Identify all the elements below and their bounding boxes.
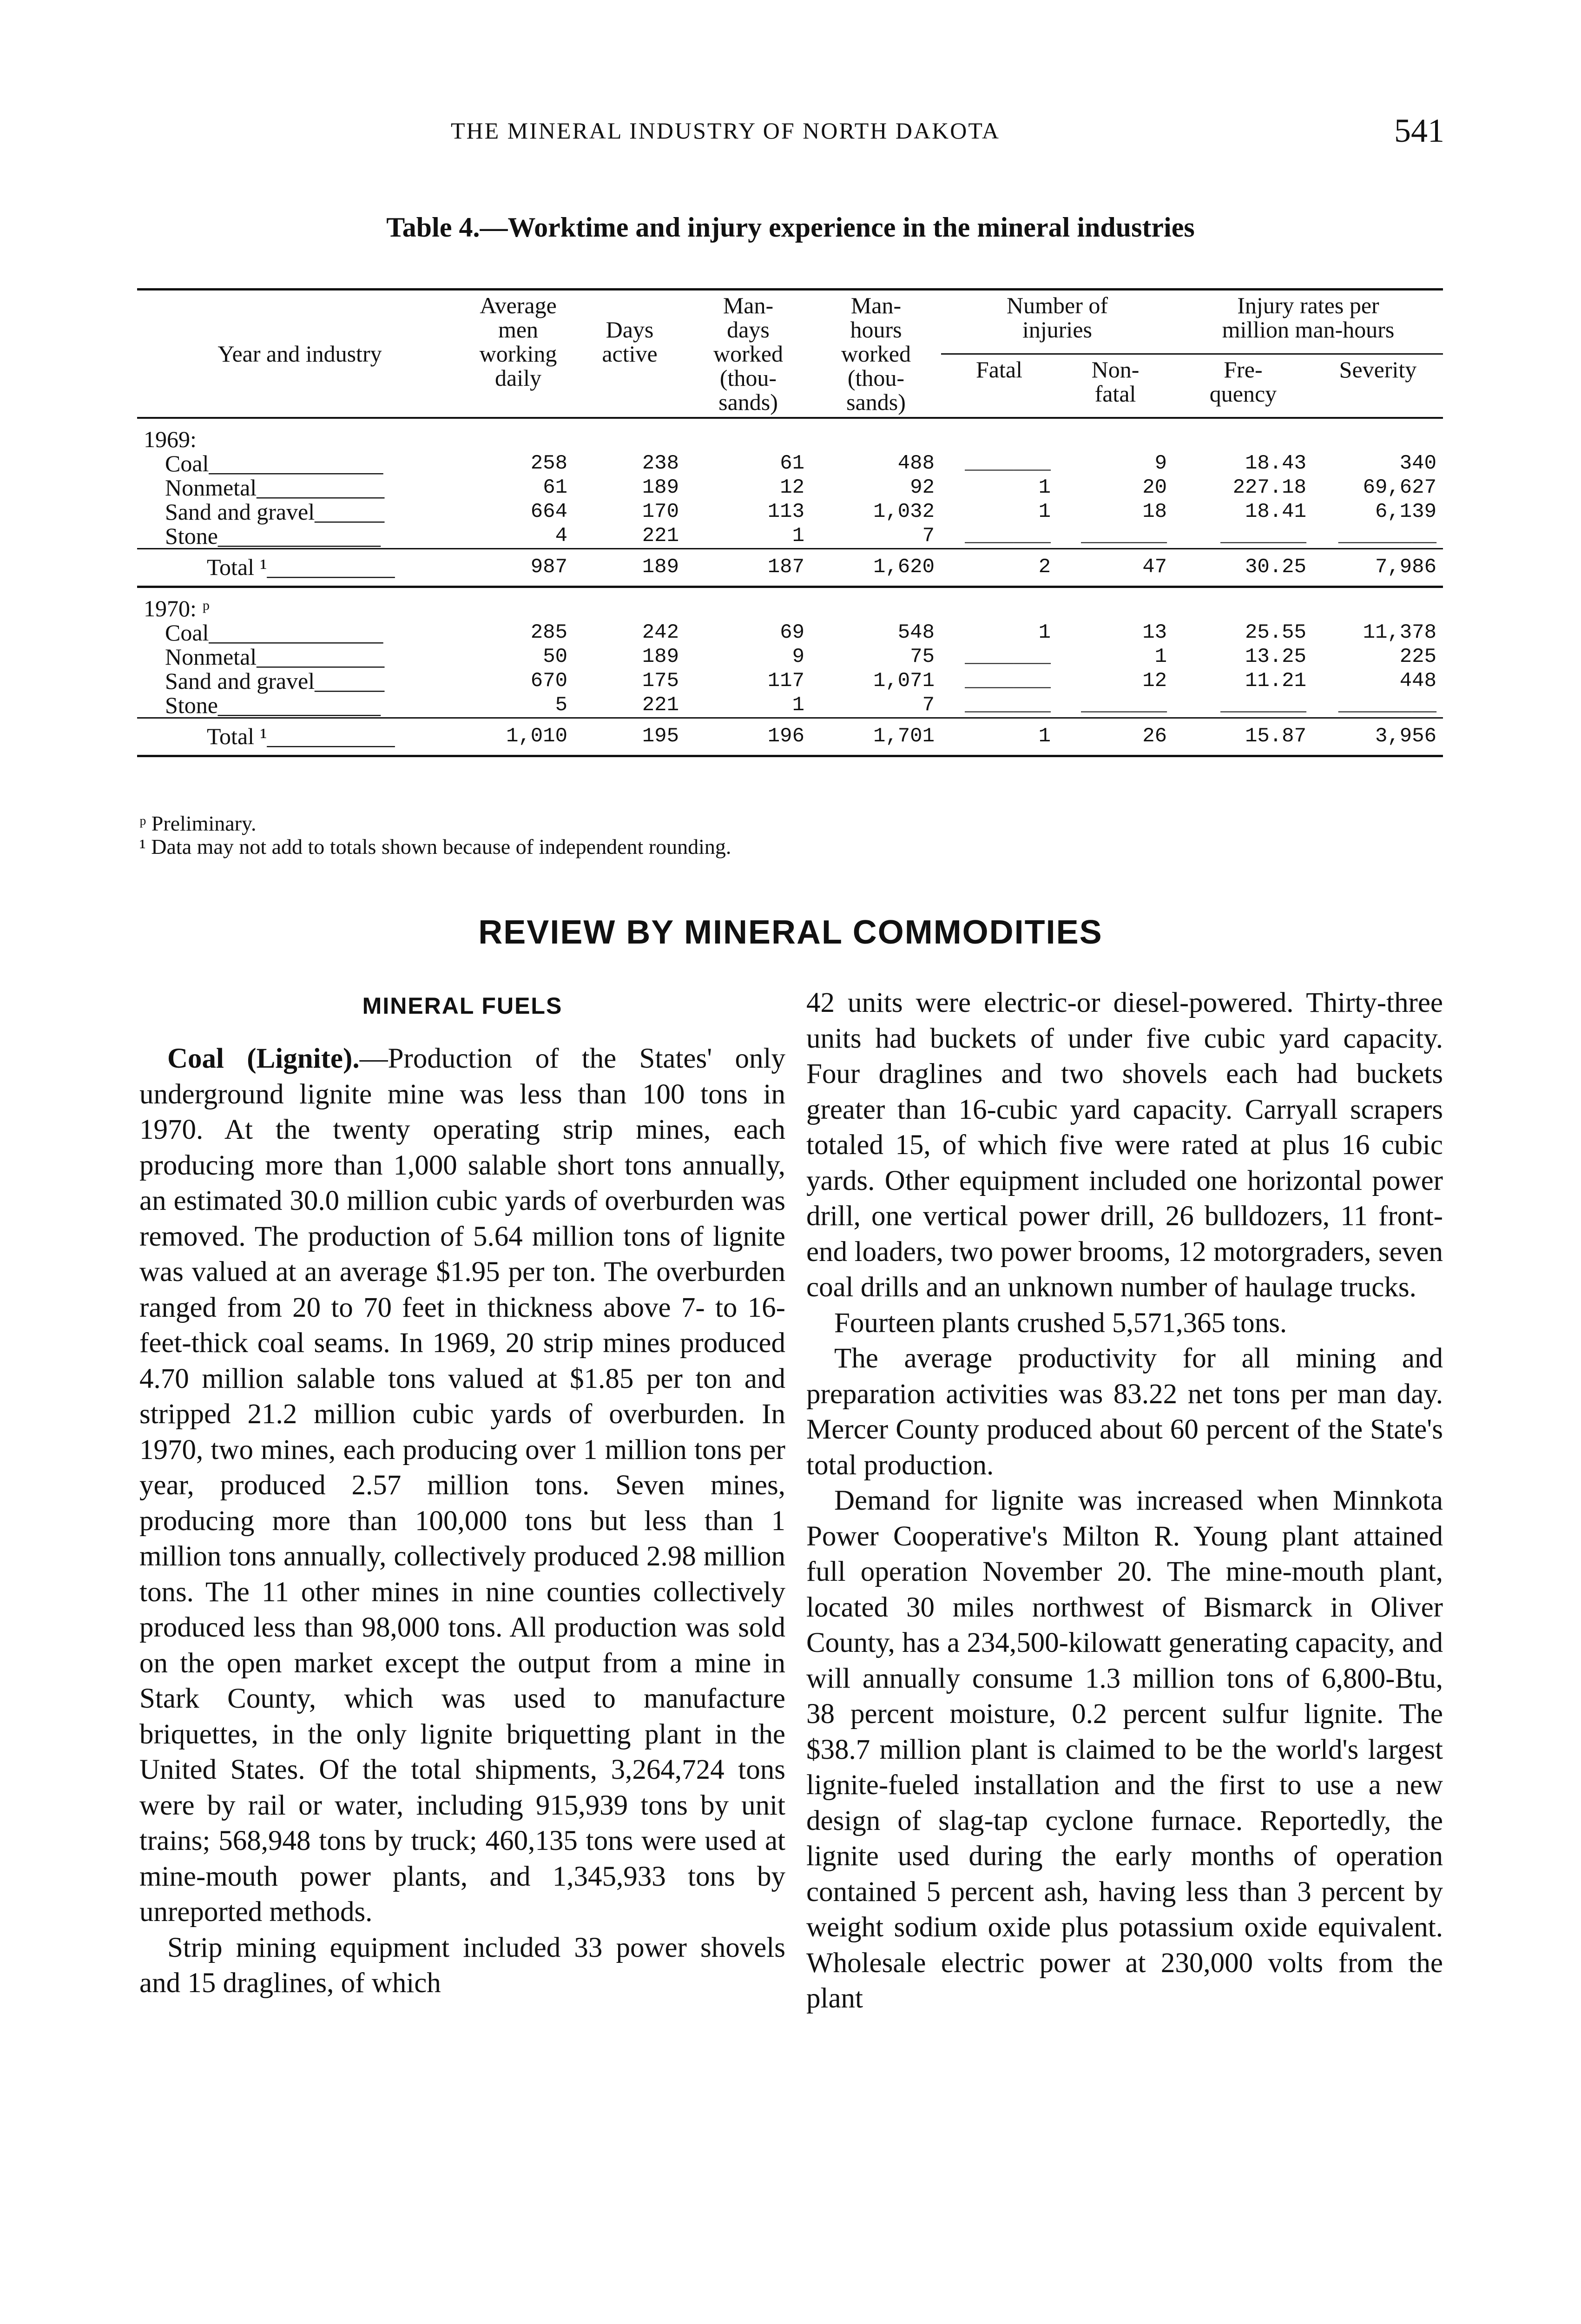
year-label: 1970: ᵖ [144,595,210,621]
table-row: Nonmetal___________ 50 189 9 75 _______ 1 13.25 225 [165,644,1436,670]
header-year-industry: Year and industry [137,290,462,418]
table-row: Sand and gravel______ 664 170 113 1,032 1 18 18.41 6,139 [165,499,1436,525]
table-title: Table 4.—Worktime and injury experience in the mineral industries [386,212,1195,243]
subsection-heading: MINERAL FUELS [362,993,563,1019]
right-column [806,985,1443,2017]
table-row: Coal_______________ 258 238 61 488 _______ 9 18.43 340 [165,450,1436,476]
header-injury-rates: Injury rates per million man-hours [1173,290,1443,354]
worktime-injury-table [137,288,1443,757]
header-severity: Severity [1313,354,1443,418]
table-row: Stone______________ 5 221 1 7 _______ _______ _______ ________ [137,693,1443,718]
page-number: 541 [1394,112,1444,149]
header-man-hours: Man- hours worked (thou- sands) [811,290,941,418]
footnote-rounding: ¹ Data may not add to totals shown because of independent rounding. [139,835,731,858]
table-total-row: Total ¹___________ 1,010 195 196 1,701 1 26 15.87 3,956 [137,718,1443,756]
coal-lignite-lead: Coal (Lignite). [167,1043,360,1074]
header-number-of-injuries: Number of injuries [941,290,1173,354]
paragraph: Strip mining equipment included 33 power shovels and 15 draglines, of which [139,1932,785,1999]
header-average-men: Average men working daily [462,290,574,418]
table-row: Coal_______________ 285 242 69 548 1 13 25.55 11,378 [165,620,1436,646]
table-total-row: Total ¹___________ 987 189 187 1,620 2 47 30.25 7,986 [137,549,1443,587]
header-days-active: Days active [574,290,685,418]
paragraph: Coal (Lignite).—Production of the States' only underground lignite mine was less than 100 tons in 1970. At the twenty operating strip mines, each producing more than 1,000 salable short tons annually, an estimated 30.0 million cubic yards of overburden was removed. The production of 5.64 million tons of lignite was valued at an average $1.95 per ton. The overburden ranged from 20 to 70 feet in thickness above 7- to 16-feet-thick coal seams. In 1969, 20 strip mines produced 4.70 million salable tons valued at $1.85 per ton and stripped 21.2 million cubic yards of overburden. In 1970, two mines, each producing over 1 million tons per year, produced 2.57 million tons. Seven mines, producing more than 100,000 tons but less than 1 million tons annually, collectively produced 2.98 million tons. The 11 other mines in nine counties collectively produced less than 98,000 tons. All production was sold on the open market except the output from a mine in Stark County, which was used to manufacture briquettes, in the only lignite briquetting plant in the United States. Of the total shipments, 3,264,724 tons were by rail or water, including 915,939 tons by unit trains; 568,948 tons by truck; 460,135 tons were used at mine-mouth power plants, and 1,345,933 tons by unreported methods. [139,1043,785,1928]
section-heading: REVIEW BY MINERAL COMMODITIES [478,914,1103,951]
paragraph: 42 units were electric-or diesel-powered. Thirty-three units had buckets of under five cubic yard capacity. Four draglines and two shovels each had buckets greater than 16-cubic yard capacity. Carryall scrapers totaled 15, of which five were rated at plus 16 cubic yards. Other equipment included one horizontal power drill, one vertical power drill, 26 bulldozers, 11 front-end loaders, two power brooms, 12 motorgraders, seven coal drills and an unknown number of haulage trucks. [806,987,1443,1303]
paragraph: Fourteen plants crushed 5,571,365 tons. [834,1307,1287,1339]
header-fatal: Fatal [941,354,1057,418]
paragraph: Demand for lignite was increased when Minnkota Power Cooperative's Milton R. Young plant attained full operation November 20. The mine-mouth plant, located 30 miles northwest of Bismarck in Oliver County, has a 234,500-kilowatt generating capacity, and will annually consume 1.3 million tons of 6,800-Btu, 38 percent moisture, 0.2 percent sulfur lignite. The $38.7 million plant is claimed to be the world's largest lignite-fueled installation and the first to use a new design of slag-tap cyclone furnace. Reportedly, the lignite used during the early months of operation contained 5 percent ash, having less than 3 percent by weight sodium oxide plus potassium oxide equivalent. Wholesale electric power at 230,000 volts from the plant [806,1485,1443,2014]
paragraph: The average productivity for all mining and preparation activities was 83.22 net tons per man day. Mercer County produced about 60 percent of the State's total production. [806,1343,1443,1481]
header-man-days: Man- days worked (thou- sands) [685,290,811,418]
footnote-preliminary: ᵖ Preliminary. [139,812,257,835]
table-row: Nonmetal___________ 61 189 12 92 1 20 227.18 69,627 [165,475,1436,501]
table-row: Stone______________ 4 221 1 7 _______ _______ _______ ________ [137,524,1443,549]
year-label: 1969: [144,426,197,452]
left-column [139,1041,785,2001]
table-row: Sand and gravel______ 670 175 117 1,071 _______ 12 11.21 448 [165,668,1436,694]
running-title: THE MINERAL INDUSTRY OF NORTH DAKOTA [451,118,1000,144]
header-frequency: Fre- quency [1173,354,1313,418]
header-nonfatal: Non- fatal [1057,354,1173,418]
